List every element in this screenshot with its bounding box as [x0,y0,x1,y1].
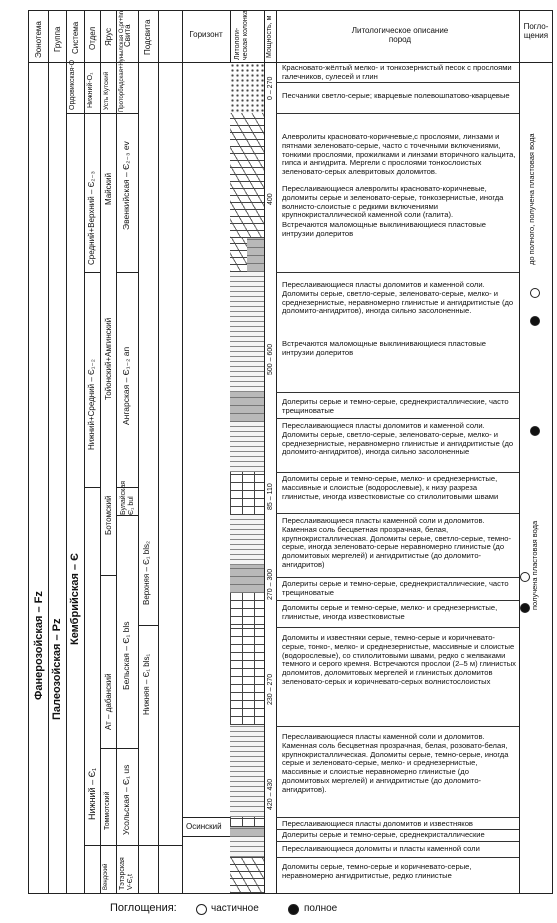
group-label: Палеозойская – Pz [51,618,63,720]
suite-belsk: Бельская – Є₁ bls [121,621,131,690]
header-division: Отдел [88,26,97,50]
litho-dolerite-4 [230,827,264,837]
desc-6: Переслаивающиеся пласты доломитов и каменной соли. Доломиты серые, светло-серые, зеленовато-серые, мелко- и среднезернистые, неравномерно глинистые и ангидритистые (до доломито-ангидритов), иногда сильно засолоненные. [282,280,514,316]
header-thickness: Мощность, м [266,15,273,58]
litho-dolomite [230,472,264,515]
desc-12: Долериты серые и темно-серые, среднекристаллические, часто трещиноватые [282,579,509,597]
header-subsuite: Подсвита [143,19,152,55]
desc-9: Переслаивающиеся пласты доломитов и каменной соли. Доломиты серые, светло-серые, зеленовато-серые, мелко- и среднезернистые, неравномерно глинистые и ангидритистые (до доломито-ангидритов), иногда сильно засолоненные [282,421,514,457]
suite-ust-kut: Проторбидская+Нунылская O₁pr+hn [119,10,125,112]
desc-15: Переслаивающиеся пласты каменной соли и доломитов. Каменная соль бесцветная прозрачная, белая, розовато-белая, крупнокристаллическая. Доломиты серые, темно-серые, иногда серые и зеленовато-серые, мелко- и среднезернистые, массивные и слоистые неравномерно глинистые (до доломитовых мергелей) и ангидритистые (до доломито-ангидритов). [282,732,509,794]
header-description: Литологическое описание пород [351,26,449,44]
header-litho-column: Литологи-ческая колонка [234,10,249,60]
header-absorption: Погло-щения [523,22,549,40]
suite-usolka: Усольская – Є₁ us [121,764,131,835]
litho-dolerite-3 [230,565,264,593]
litho-salt-2 [230,422,264,472]
stage-botom: Ботомский [104,495,113,535]
desc-4: Переслаивающиеся алевролиты красновато-коричневые, доломиты серые и зеленовато-серые, тонкозернистые, иногда волнисто-слоистые с редкими включениями крупнокристаллической каменной соли (галита). [282,184,504,220]
suite-tetere: Тэтэрская V-Є₁t [119,857,134,890]
subsuite-lower: Нижняя – Є₁ bls₁ [142,653,151,715]
litho-dol-bottom [230,857,264,893]
desc-13: Доломиты серые и темно-серые, мелко- и среднезернистые, глинистые, иногда известковистые [282,603,498,621]
litho-dol-2 [230,238,247,272]
thickness-6: 230 – 270 [267,673,274,705]
stage-vend: Вендский [103,863,109,890]
desc-1: Красновато-жёлтый мелко- и тонкозернистый песок с прослоями галечников, сулесей и глин [282,63,512,81]
subsuite-upper: Верхняя – Є₁ bls₂ [142,540,151,605]
legend-full-icon [288,904,299,915]
header-horizon: Горизонт [189,30,223,39]
suite-angara: Ангарская – Є₁₋₂ an [121,346,131,425]
litho-salt-4 [230,725,264,817]
stage-mayskiy: Майский [104,172,113,205]
desc-14: Доломиты и известняки серые, темно-серые и коричневато-серые, тонко-, мелко- и среднезернистые, массивные и слоистые (водорослевые), со стилолитовыми швами, редко с желваками темного и серого кремня. Встречаются прослои (2–5 м) глинистых доломитов, доломитовых мергелей и глинистых доломитов зеленовато-серых и коричневато-серых волнистослоистых [282,633,516,686]
absorption-partial-2 [520,572,530,582]
division-lower: Нижний – Є₁ [87,767,97,820]
litho-sandstone [230,73,264,113]
litho-salt-1 [230,272,264,392]
header-stage: Ярус [104,27,113,46]
absorption-partial-1 [530,288,540,298]
thickness-2: 400 [267,193,274,205]
absorption-full-2 [530,426,540,436]
header-group: Группа [53,26,62,52]
litho-sand [230,63,264,73]
desc-2: Песчаники светло-серые; кварцевые полевошпатово-кварцевые [282,91,510,100]
header-eonothem: Эонотема [34,21,43,58]
desc-3: Алевролиты красновато-коричневые,с прослоями, линзами и пятнами зеленовато-серые, часто с точечными включениями, тонкими прослоями, прожилками и линзами вторичного кальцита, гипса и ангидрита. Мергели с прослоями тонкослоистых зеленовато-серых алевритовых доломитов. [282,132,516,177]
legend-full-label: полное [304,903,338,914]
thickness-7: 420 – 430 [267,778,274,810]
header-suite: Свита [123,24,132,47]
desc-8: Долериты серые и темно-серые, среднекристаллические, часто трещиноватые [282,397,509,415]
desc-11: Переслаивающиеся пласты каменной соли и доломитов. Каменная соль бесцветная прозрачная, белая, крупнокристаллическая. Доломиты серые, светло-серые, темно-серые, иногда зеленовато-серые неравномерно глинистые (до доломитовых мергелей) и ангидритистые (до доломито-ангидритов) [282,516,512,569]
suite-bulai: Булайская Є₁ bul [120,480,135,515]
thickness-3: 500 – 600 [267,343,274,375]
absorption-note-1: до полного, получена пластовая вода [527,133,536,265]
litho-limestone [230,625,264,725]
desc-18: Переслаивающиеся доломиты и пласты каменной соли [282,844,480,853]
legend-partial-icon [196,904,207,915]
stage-tommot: Томмотский [104,791,111,830]
litho-lime-2 [230,817,264,827]
suite-evenki: Эвенкийская – Є₂₋₃ ev [121,141,131,230]
division-lower-o: Нижний-O₁ [87,72,94,108]
desc-5: Встречаются маломощные выклинивающиеся пластовые интрузии долеритов [282,220,487,238]
header-system: Система [71,21,80,54]
legend-partial-label: частичное [211,903,259,914]
horizon-osinsky: Осинский [186,822,222,831]
division-mid-upper: Средний+Верхний – Є₂₋₃ [87,171,96,265]
stage-ust-kut: Усть Кутский [103,71,110,110]
litho-salt-3 [230,515,264,565]
eonothem-label: Фанерозойская – Fz [33,591,45,700]
litho-siltstone [230,113,264,238]
litho-dolomite-2 [230,593,264,625]
desc-17: Долериты серые и темно-серые, среднекристаллические [282,830,485,839]
thickness-5: 270 – 300 [267,568,274,600]
thickness-1: 0 – 270 [267,76,274,100]
stage-atdaban: Ат – дабанский [104,673,113,730]
system-ordovician-label: Ордовикская-O [69,59,76,110]
stage-toyon-amga: Тойонский+Амгинский [104,317,113,400]
legend-title: Поглощения: [110,902,177,914]
desc-10: Доломиты серые и темно-серые, мелко- и среднезернистые, массивные и слоистые (водорослевые), к низу разреза глинистые, иногда известковистые со стилолитовыми швами [282,474,499,501]
absorption-full-3 [520,603,530,613]
thickness-4: 85 – 110 [267,483,274,510]
division-lower-mid: Нижний+Средний – Є₁₋₂ [87,359,96,450]
litho-dolerite-2 [230,392,264,422]
desc-16: Переслаивающиеся пласты доломитов и известняков [282,819,473,828]
system-cambrian-label: Кембрийская – Є [69,553,81,645]
litho-dolerite-1 [247,238,264,272]
absorption-note-2: получена пластовая вода [530,520,539,610]
absorption-full-1 [530,316,540,326]
desc-19: Доломиты серые, темно-серые и коричневато-серые, неравномерно ангидритистые, редко глинистые [282,862,472,880]
litho-salt-5 [230,837,264,857]
desc-7: Встречаются маломощные выклинивающиеся пластовые интрузии долеритов [282,339,487,357]
